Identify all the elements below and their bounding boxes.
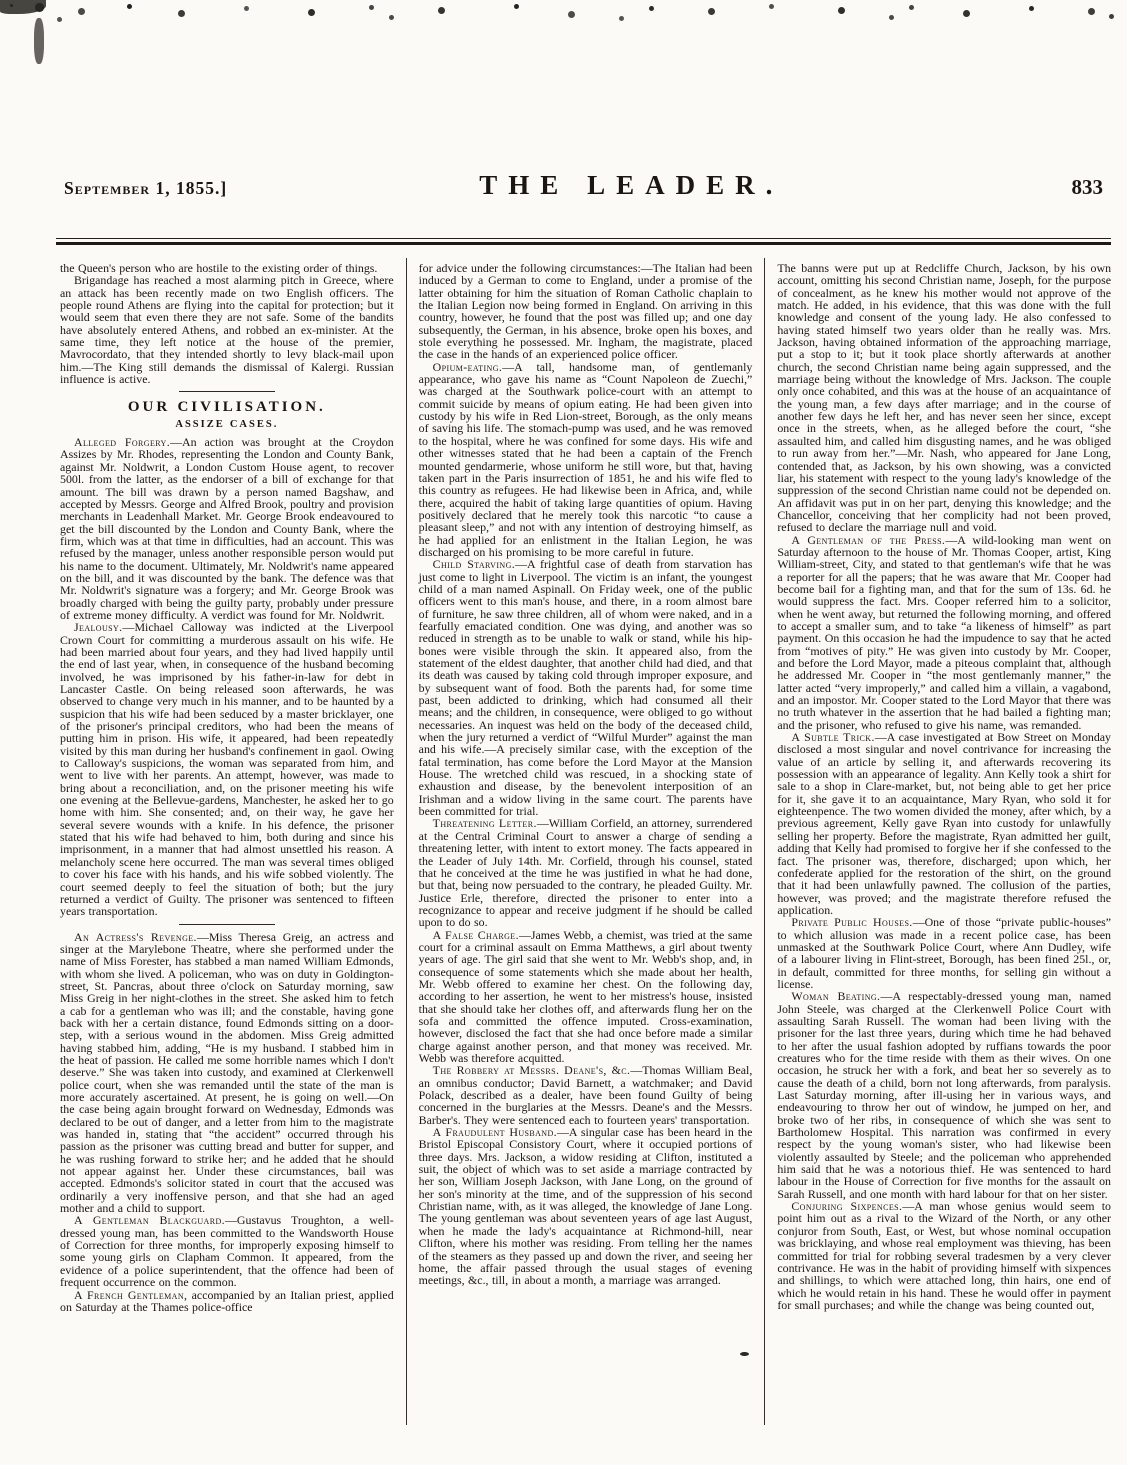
masthead [64, 170, 1103, 201]
news-article: Jealousy.—Michael Calloway was indicted at the Liverpool Crown Court for committing a murderous assault on his wife. He had been married about four years, and they had lived happily until the end of last year, when, in consequence of the husband becoming involved, he was imprisoned by his father-in-law for debt in Lancaster Castle. On being released soon afterwards, he was observed to change very much in his manner, and to be haunted by a suspicion that his wife had been seduced by a master bricklayer, one of the prisoner's principal creditors, who had been the means of putting him in prison. His wife, it appeared, had been repeatedly visited by this man during her husband's confinement in gaol. Owing to Calloway's suspicions, the woman was separated from him, and went to live with her parents. An attempt, however, was made to bring about a reconciliation, and, on the prisoner meeting his wife one evening at the Bellevue-gardens, Manchester, he asked her to go home with him. She consented; and, on their way, he gave her several severe wounds with a knife. In his defence, the prisoner stated that his wife had behaved to him, both during and since his imprisonment, in a manner that had almost unsettled his reason. A melancholy scene here occurred. The man was several times obliged to cover his face with his hands, and his wife sobbed violently. The court seemed deeply to feel the situation of both; but the jury returned a verdict of Guilty. The prisoner was sentenced to fifteen years transportation. [60, 620, 394, 919]
article-lead: A French Gentleman, [74, 1287, 188, 1302]
article-lead: Private Public Houses. [791, 915, 913, 930]
masthead-rules [56, 238, 1111, 245]
section-heading: OUR CIVILISATION. [127, 399, 326, 416]
news-article: A Gentleman Blackguard.—Gustavus Troughton, a well-dressed young man, has been committed to the Wandsworth House of Correction for three months, for improperly exposing himself to some young girls on Clapham Common. It appeared, from the evidence of a police superintendent, that the offence had been of frequent occurrence on the common. [60, 1213, 394, 1290]
article-lead: Opium-eating. [432, 359, 503, 374]
page-number: 833 [1071, 175, 1103, 199]
column-3 [764, 258, 1113, 1425]
body-paragraph: The banns were put up at Redcliffe Church, Jackson, by his own account, omitting his second Christian name, Joseph, for the purpose of concealment, as he knew his mother would not approve of the match. He added, in his evidence, that this was done with the full knowledge and consent of the young lady. He also confessed to having stated himself two years older than he really was. Mrs. Jackson, having obtained information of the approaching marriage, put a stop to it; but it took place shortly afterwards at another church, the second Christian name being again suppressed, and the marriage being without the knowledge of Mrs. Jackson. The couple only once cohabited, and this was at the house of an acquaintance of the young man, a few days after marriage; and in the course of another few days he left her, and has never seen her since, except once in the streets, when, as he alleged before the court, “she assaulted him, and called him disgusting names, and he was obliged to run away from her.”—Mr. Nash, who appeared for Jane Long, contended that, as Jackson, by his own showing, was a convicted liar, his statement with respect to the young lady's knowledge of the suppression of the second Christian name could not be depended on. An affidavit was put in on her part, denying this knowledge; and the Chancellor, conceiving that her complicity had not been proved, refused to declare the marriage null and void. [777, 261, 1112, 535]
article-columns [58, 258, 1113, 1425]
article-lead: The Robbery at Messrs. Deane's, &c. [432, 1063, 631, 1078]
article-lead: Child Starving. [432, 557, 516, 572]
scan-corner-blob [0, 0, 46, 14]
issue-date: September 1, 1855.] [64, 178, 228, 198]
masthead-rule-thin [56, 238, 1111, 239]
column-1 [58, 258, 406, 1425]
news-article: Private Public Houses.—One of those “private public-houses” to which allusion was made in a recent police case, has been unmasked at the Southwark Police Court, where Ann Dudley, wife of a labourer living in Flint-street, Borough, has been fined 25l., or, in default, committed for three months, for selling gin without a license. [777, 915, 1112, 991]
article-lead: A Subtle Trick. [791, 730, 875, 745]
section-divider-rule [179, 391, 275, 392]
article-lead: A Gentleman of the Press. [791, 532, 946, 547]
news-article: Woman Beating.—A respectably-dressed young man, named John Steele, was charged at the Clerkenwell Police Court with assaulting Sarah Russell. The woman had been living with the prisoner for the last three years, during which time he had behaved to her after the usual fashion adopted by ruffians towards the poor creatures who for the time reside with them as their wives. On one occasion, he struck her with a fork, and beat her so severely as to cause the death of a child, born not long afterwards, from paralysis. Last Saturday morning, after ill-using her in various ways, and endeavouring to throw her out of window, he jumped on her, and broke two of her ribs, in consequence of which she was sent to Bartholomew Hospital. This narration was confirmed in every respect by the young woman's sister, who had likewise been violently assaulted by Steele; and the policeman who apprehended him said that he was a notorious thief. He was sentenced to hard labour in the House of Correction for five months for the assault on Sarah Russell, and one month with hard labour for that on her sister. [777, 989, 1112, 1201]
article-lead: Alleged Forgery. [74, 435, 171, 450]
article-lead: A Gentleman Blackguard. [74, 1213, 226, 1228]
article-lead: A False Charge. [432, 927, 519, 942]
news-article: Child Starving.—A frightful case of death from starvation has just come to light in Liverpool. The victim is an infant, the youngest child of a man named Aspinall. On Friday week, one of the public officers went to this man's house, and there, in a room almost bare of furniture, he saw three children, all of whom were naked, and in a fearfully emaciated condition. One was dying, and another was so reduced in strength as to be unable to walk or stand, while his hip-bones were visible through the skin. It appeared also, from the statement of the eldest daughter, that another child had died, and that its death was caused by taking cold through improper exposure, and by subsequent want of food. Both the parents had, for some time past, been addicted to drinking, which had consumed all their means; and the children, in consequence, were obliged to go without necessaries. An inquest was held on the body of the deceased child, when the jury returned a verdict of “Wilful Murder” against the man and his wife.—A precisely similar case, with the exception of the fatal termination, has come before the Lord Mayor at the Mansion House. The wretched child was rescued, in a shocking state of exhaustion and disease, by the benevolent interposition of an Irishman and a widow living in the same court. The parents have been committed for trial. [418, 557, 753, 819]
article-lead: Jealousy. [74, 620, 123, 635]
scan-edge-mark [34, 18, 44, 64]
body-paragraph: the Queen's person who are hostile to the existing order of things. [60, 261, 378, 275]
news-article: A Subtle Trick.—A case investigated at Bow Street on Monday disclosed a most singular and novel contrivance for increasing the value of an article by selling it, and afterwards recovering its possession with an appearance of legality. Ann Kelly took a shirt for sale to a shop in Clare-market, but, not being able to get her price for it, she gave it to an acquaintance, Mary Ryan, who sold it for eighteenpence. The two women divided the money, after which, by a previous agreement, Kelly gave Ryan into custody for unlawfully selling her property. Before the magistrate, Ryan admitted her guilt, adding that Kelly had promised to forgive her if she confessed to the fact. The prisoner was, therefore, discharged; upon which, her confederate applied for the restoration of the shirt, on the ground that it had been unlawfully pawned. The collusion of the parties, however, was proved; and the magistrate therefore refused the application. [777, 730, 1112, 917]
news-article: Opium-eating.—A tall, handsome man, of gentlemanly appearance, who gave his name as “Count Napoleon de Zuechi,” was charged at the Southwark police-court with an attempt to commit suicide by means of opium eating. He had been given into custody by his wife in Red Lion-street, Borough, as the only means of saving his life. The stomach-pump was used, and he was removed to the hospital, where he was confined for some days. His wife and other witnesses stated that he had been a captain of the French mounted gendarmerie, whose uniform he still wore, but that, having taken part in the Paris insurrection of 1851, he and his wife fled to this country as refugees. He had likewise been in Africa, and, while there, acquired the habit of taking large quantities of opium. Having positively declared that he merely took this narcotic “to cause a pleasant sleep,” and not with any intention of destroying himself, as he had applied for an enlistment in the Italian Legion, he was discharged on his promising to be more careful in future. [418, 359, 753, 559]
news-article: A Gentleman of the Press.—A wild-looking man went on Saturday afternoon to the house of Mr. Thomas Cooper, artist, King William-street, City, and stated to that gentleman's wife that he was a reporter for all the papers; that he was aware that Mr. Cooper had become bail for a fighting man, and that for the sum of 13s. 6d. he would suppress the fact. Mrs. Cooper referred him to a solicitor, when he went away, but returned the following morning, and offered to accept a smaller sum, and to take “a likeness of himself” as part payment. On this occasion he had the impudence to say that he acted from “motives of pity.” He was given into custody by Mr. Cooper, and before the Lord Mayor, made a piteous complaint that, although he addressed Mr. Cooper in “the most gentlemanly manner,” the latter acted “very improperly,” and called him a villain, a vagabond, and an impostor. Mr. Cooper stated to the Lord Mayor that there was no truth whatever in the assertion that he had bailed a fighting man; and the prisoner, who refused to give his name, was remanded. [777, 532, 1112, 732]
news-article: An Actress's Revenge.—Miss Theresa Greig, an actress and singer at the Marylebone Theatre, where she performed under the name of Miss Forester, has stabbed a man named William Edmonds, with whom she lived. A policeman, who was on duty in Goldington-street, St. Pancras, about three o'clock on Saturday morning, saw Miss Greig in her night-clothes in the street. She asked him to fetch a cab for a gentleman who was ill; and the constable, having gone back with her a certain distance, found Edmonds sitting on a door-step, with a serious wound in the abdomen. Miss Greig admitted having stabbed him, adding, “He is my husband. I stabbed him in the heat of passion. He called me some horrible names which I don't deserve.” She was taken into custody, and examined at Clerkenwell police court, when she was remanded until the state of the man is more accurately ascertained. At present, he is going on well.—On the case being again brought forward on Wednesday, Edmonds was declared to be out of danger, and a letter from him to the magistrate was handed in, stating that “the accident” occurred through his passion as the prisoner was cutting bread and butter for supper, and he was rushing forward to strike her; and he added that he should not appear against her. Under these circumstances, bail was accepted. Edmonds's solicitor stated in court that the accused was ordinarily a very inoffensive person, and that she had an aged mother and a child to support. [60, 929, 394, 1216]
news-article: A False Charge.—James Webb, a chemist, was tried at the same court for a criminal assault on Emma Matthews, a girl about twenty years of age. The girl said that she went to Mr. Webb's shop, and, in consequence of some statements which she made about her health, Mr. Webb offered to examine her chest. On the following day, according to her assertion, he went to her mistress's house, insisted that she should take her clothes off, and afterwards flung her on the sofa and committed the offence imputed. Cross-examination, however, disclosed the fact that she had once before made a similar charge against another person, and that money was received. Mr. Webb was therefore acquitted. [418, 927, 753, 1065]
column-2 [406, 258, 765, 1425]
body-paragraph: Brigandage has reached a most alarming pitch in Greece, where an attack has been recently made on two English officers. The people round Athens are flying into the capital for protection; but it would seem that even there they are not safe. Some of the bandits have absolutely entered Athens, and robbed an ex-minister. At the same time, they left notice at the house of the premier, Mavrocordato, that they intended shortly to levy black-mail upon him.—The King still demands the dismissal of Kalergi. Russian influence is active. [60, 273, 394, 387]
section-subheading: ASSIZE CASES. [175, 418, 279, 430]
news-article: A Fraudulent Husband.—A singular case has been heard in the Bristol Episcopal Consistory Court, where it occupied portions of three days. Mrs. Jackson, a widow residing at Clifton, instituted a suit, the object of which was to set aside a marriage contracted by her son, William Joseph Jackson, with Jane Long, on the ground of her son's minority at the time, and of the suppression of his second Christian name, with, as it was alleged, the knowledge of Jane Long. The young gentleman was about seventeen years of age last August, when he made the lady's acquaintance at Richmond-hill, near Clifton, where his mother was residing. From telling her the names of the steamers as they passed up and down the river, and seeing her home, the affair passed through the usual stages of evening meetings, &c., till, in about a month, a marriage was arranged. [418, 1125, 753, 1288]
article-lead: Conjuring Sixpences. [791, 1199, 903, 1214]
body-paragraph: for advice under the following circumstances:—The Italian had been induced by a German to come to England, under a promise of the latter obtaining for him the situation of Roman Catholic chaplain to the Italian Legion now being formed in England. On arriving in this country, however, he found that the post was filled up; and one day subsequently, the German, in his absence, broke open his boxes, and stole everything he possessed. Mr. Ingham, the magistrate, placed the case in the hands of an experienced police officer. [418, 261, 753, 362]
article-lead: Threatening Letter. [432, 816, 537, 831]
article-lead: An Actress's Revenge. [74, 929, 197, 944]
news-article: The Robbery at Messrs. Deane's, &c.—Thomas William Beal, an omnibus conductor; David Barnett, a watchmaker; and David Polack, described as a dealer, have been found Guilty of being concerned in the burglaries at the Messrs. Deane's and the Messrs. Barber's. They were sentenced each to fourteen years' transportation. [418, 1063, 753, 1127]
news-article: A French Gentleman, accompanied by an Italian priest, applied on Saturday at the Thames police-office [60, 1287, 394, 1314]
section-divider-rule [179, 924, 275, 925]
news-article: Conjuring Sixpences.—A man whose genius would seem to point him out as a rival to the Wizard of the North, or any other conjuror from South, East, or West, but whose nominal occupation was bricklaying, and whose real employment was thieving, has been committed for trial for robbing several tradesmen by a very clever contrivance. He was in the habit of providing himself with sixpences and shillings, to which were attached long, thin hairs, one end of which he would retain in his hand. These he would offer in payment for small purchases; and while the change was being counted out, [777, 1199, 1112, 1312]
newspaper-title: THE LEADER. [479, 170, 784, 200]
article-lead: A Fraudulent Husband. [432, 1125, 558, 1140]
masthead-rule-thick [56, 242, 1111, 245]
news-article: Threatening Letter.—William Corfield, an attorney, surrendered at the Central Criminal Court to answer a charge of sending a threatening letter, with intent to extort money. The facts appeared in the Leader of July 14th. Mr. Corfield, through his counsel, stated that he conceived at the time he was justified in what he had done, but that, being now persuaded to the contrary, he pleaded Guilty. Mr. Justice Erle, therefore, directed the prisoner to enter into a recognizance to appear and receive judgment if he should be called upon to do so. [418, 816, 753, 930]
news-article: Alleged Forgery.—An action was brought at the Croydon Assizes by Mr. Rhodes, representing the London and County Bank, against Mr. Noldwrit, a London Custom House agent, to recover 500l. from the latter, as the endorser of a bill of exchange for that amount. The bill was drawn by a person named Bagshaw, and accepted by Messrs. George and Alfred Brook, poultry and provision merchants in Leadenhall Market. Mr. George Brook endeavoured to get the bill discounted by the London and County Bank, where the firm, which was at that time in difficulties, had an account. This was refused by the manager, unless another responsible person would put his name to the document. Ultimately, Mr. Noldwrit's name appeared on the bill, and it was discounted by the bank. The defence was that Mr. Noldwrit's signature was a forgery; and Mr. George Brook was broadly charged with being the guilty party, probably under pressure of extreme money difficulty. A verdict was found for Mr. Noldwrit. [60, 435, 394, 622]
article-lead: Woman Beating. [791, 989, 881, 1004]
